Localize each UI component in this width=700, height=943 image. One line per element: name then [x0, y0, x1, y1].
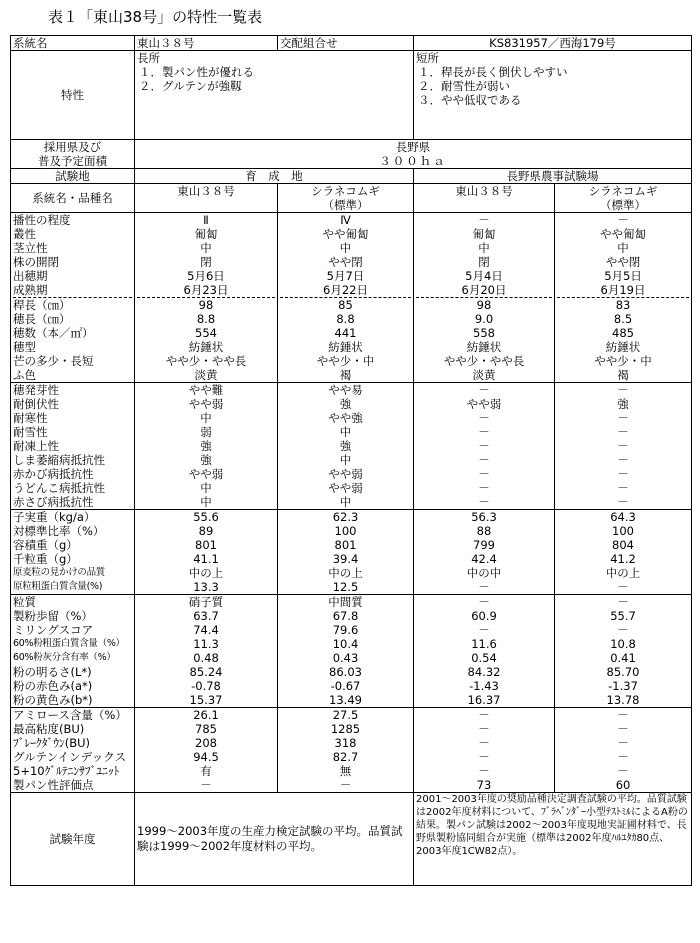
cell-value: やや弱 — [328, 467, 363, 481]
variety-col-4-note: （標準） — [600, 198, 646, 212]
header-row — [11, 36, 692, 51]
group-value-column-2 — [278, 213, 414, 383]
variety-row — [11, 184, 692, 213]
row-label: ふ色 — [13, 368, 36, 382]
cell-value: 強 — [339, 397, 352, 411]
merits-cell — [135, 51, 414, 140]
traits-label: 特性 — [11, 51, 135, 140]
cell-value: － — [617, 453, 629, 467]
cell-value: 74.4 — [193, 623, 219, 637]
cell-value: 801 — [334, 538, 357, 552]
cell-value: 13.78 — [606, 693, 640, 707]
cell-value: － — [478, 439, 490, 453]
row-label: 耐雪性 — [13, 425, 48, 439]
years-note-1: 1999～2003年度の生産力検定試験の平均。品質試験は1999～2002年度材料の平均。 — [135, 793, 414, 886]
row-label: うどんこ病抵抗性 — [13, 481, 105, 495]
variety-col-2 — [278, 184, 414, 213]
row-label: 播性の程度 — [13, 213, 71, 227]
test-site-2: 長野県農事試験場 — [414, 169, 692, 184]
cell-value: － — [617, 439, 629, 453]
group-value-column-2 — [278, 383, 414, 510]
cell-value: 硝子質 — [188, 595, 224, 609]
cell-value: － — [617, 383, 629, 397]
group-value-column-1 — [135, 708, 278, 793]
row-label: 製パン性評価点 — [13, 778, 94, 792]
cell-value: 13.3 — [193, 580, 219, 594]
cell-value: 39.4 — [332, 552, 359, 566]
cell-value: 中 — [339, 241, 352, 255]
cell-value: － — [339, 778, 352, 792]
characteristics-table — [10, 35, 692, 886]
cell-value: 55.6 — [193, 510, 219, 524]
cell-value: － — [617, 708, 629, 722]
row-label: 5+10ｸﾞﾙﾃﾆﾝｻﾌﾞﾕﾆｯﾄ — [13, 764, 120, 778]
cell-value: 27.5 — [332, 708, 359, 722]
row-label: 千粒重（g） — [13, 552, 78, 566]
cell-value: 中間質 — [328, 595, 363, 609]
data-group-2 — [11, 510, 692, 595]
adoption-area: ３００ｈａ — [379, 154, 447, 168]
cell-value: 8.8 — [196, 312, 216, 326]
cell-value: 12.5 — [332, 580, 359, 594]
variety-col-4-name: シラネコムギ — [588, 184, 658, 198]
cell-value: -1.37 — [608, 679, 638, 693]
merit-item: ２．グルテンが強靱 — [139, 79, 242, 93]
group-label-column — [11, 708, 135, 793]
cell-value: 5月6日 — [187, 269, 225, 283]
cell-value: 強 — [617, 397, 629, 411]
row-label: アミロース含量（%） — [13, 708, 127, 722]
cell-value: やや弱 — [466, 397, 502, 411]
cell-value: 0.43 — [332, 651, 359, 665]
group-value-column-4 — [555, 213, 692, 383]
adoption-value — [135, 140, 692, 169]
cell-value: 6月20日 — [416, 283, 552, 298]
cell-value: 紡錘状 — [605, 340, 641, 354]
row-label: 製粉歩留（%） — [13, 609, 93, 623]
adoption-row — [11, 140, 692, 169]
cell-value: 中 — [200, 411, 212, 425]
group-value-column-2 — [278, 708, 414, 793]
cell-value: 8.5 — [613, 312, 633, 326]
row-label: グルテンインデックス — [13, 750, 127, 764]
cell-value: － — [478, 453, 490, 467]
cell-value: 10.8 — [610, 637, 636, 651]
cell-value: 閉 — [478, 255, 490, 269]
cell-value: 強 — [200, 453, 212, 467]
years-label: 試験年度 — [11, 793, 135, 886]
cell-value: 13.49 — [329, 693, 362, 707]
cell-value: 804 — [612, 538, 634, 552]
cell-value: 85.70 — [606, 665, 640, 679]
variety-col-1 — [135, 184, 278, 213]
cell-value: 11.3 — [193, 637, 219, 651]
variety-col-2-name: シラネコムギ — [311, 184, 380, 198]
variety-col-3-name: 東山３８号 — [455, 184, 513, 198]
system-label: 系統名 — [11, 36, 135, 51]
cell-value: 10.4 — [332, 637, 359, 651]
cell-value: － — [478, 764, 490, 778]
data-group-0 — [11, 213, 692, 383]
cell-value: 15.37 — [189, 693, 223, 707]
cell-value: 紡錘状 — [328, 340, 363, 354]
row-label: 赤かび病抵抗性 — [13, 467, 94, 481]
cell-value: 褐 — [339, 368, 352, 382]
cell-value: 6月23日 — [137, 283, 275, 298]
row-label: 対標準比率（%） — [13, 524, 105, 538]
demerits-cell — [414, 51, 692, 140]
cell-value: 98 — [476, 298, 492, 312]
cell-value: 中 — [339, 495, 352, 509]
cell-value: Ⅳ — [340, 213, 351, 227]
group-value-column-4 — [555, 510, 692, 595]
demerit-item: ３．やや低収である — [418, 93, 522, 107]
row-label: 60%粉灰分含有率（%） — [13, 652, 116, 663]
cell-value: 中 — [478, 241, 490, 255]
cell-value: 16.37 — [467, 693, 501, 707]
cell-value: － — [617, 580, 629, 594]
cell-value: 485 — [612, 326, 634, 340]
cell-value: 中 — [617, 241, 629, 255]
cell-value: － — [617, 595, 629, 609]
group-value-column-3 — [414, 595, 555, 708]
cell-value: 匍匐 — [194, 227, 218, 241]
row-label: 稈長（㎝） — [13, 298, 71, 312]
cell-value: － — [478, 383, 490, 397]
row-label: 茎立性 — [13, 241, 48, 255]
cell-value: やや弱 — [188, 397, 224, 411]
cell-value: 89 — [198, 524, 214, 538]
cell-value: － — [478, 425, 490, 439]
row-label: 穂長（㎝） — [13, 312, 71, 326]
cell-value: 98 — [198, 298, 214, 312]
cell-value: － — [617, 213, 629, 227]
row-label: 穂発芽性 — [13, 383, 59, 397]
cell-value: 閉 — [200, 255, 212, 269]
cell-value: 85.24 — [189, 665, 223, 679]
data-group-3 — [11, 595, 692, 708]
cell-value: 0.48 — [193, 651, 219, 665]
cell-value: － — [478, 595, 490, 609]
adoption-label-line2: 普及予定面積 — [38, 154, 107, 168]
cell-value: 強 — [200, 439, 212, 453]
cell-value: やや匍匐 — [600, 227, 646, 241]
group-value-column-1 — [135, 383, 278, 510]
cell-value: やや弱 — [328, 481, 363, 495]
row-label: 耐寒性 — [13, 411, 48, 425]
cell-value: 441 — [334, 326, 357, 340]
cell-value: やや易 — [328, 383, 363, 397]
cell-value: － — [617, 411, 629, 425]
cell-value: － — [617, 425, 629, 439]
cell-value: 匍匐 — [472, 227, 496, 241]
row-label: 原粒粗蛋白質含量(%) — [13, 581, 103, 592]
cell-value: 100 — [612, 524, 634, 538]
group-value-column-3 — [414, 510, 555, 595]
cell-value: 中 — [200, 241, 212, 255]
cell-value: 紡錘状 — [188, 340, 224, 354]
cell-value: － — [478, 467, 490, 481]
cell-value: 55.7 — [610, 609, 636, 623]
row-label: 穂型 — [13, 340, 36, 354]
row-label: 容積重（g） — [13, 538, 78, 552]
cell-value: 41.1 — [193, 552, 219, 566]
data-groups — [11, 213, 692, 793]
cell-value: 6月22日 — [280, 283, 411, 298]
cell-value: -1.43 — [469, 679, 499, 693]
cell-value: 86.03 — [329, 665, 362, 679]
cell-value: － — [617, 481, 629, 495]
cell-value: やや弱 — [188, 467, 224, 481]
cell-value: 淡黄 — [472, 368, 496, 382]
cell-value: 6月19日 — [557, 283, 689, 298]
group-value-column-3 — [414, 213, 555, 383]
cell-value: － — [478, 623, 490, 637]
cell-value: － — [617, 764, 629, 778]
cell-value: 56.3 — [471, 510, 497, 524]
cell-value: － — [617, 467, 629, 481]
variety-label: 系統名・品種名 — [11, 184, 135, 213]
cell-value: 中 — [200, 481, 212, 495]
group-value-column-1 — [135, 595, 278, 708]
adoption-label — [11, 140, 135, 169]
adoption-pref: 長野県 — [395, 140, 431, 154]
cell-value: 5月5日 — [604, 269, 642, 283]
cell-value: － — [478, 722, 490, 736]
group-value-column-4 — [555, 595, 692, 708]
cell-value: － — [617, 495, 629, 509]
row-label: ﾌﾞﾚｰｸﾀﾞｳﾝ(BU) — [13, 736, 91, 750]
cell-value: 中の上 — [188, 566, 224, 580]
cell-value: 褐 — [617, 368, 629, 382]
cell-value: 94.5 — [193, 750, 219, 764]
cell-value: 799 — [473, 538, 495, 552]
variety-name: 東山３８号 — [135, 36, 278, 51]
row-label: 粒質 — [13, 595, 36, 609]
cell-value: 弱 — [200, 425, 212, 439]
row-label: 成熟期 — [13, 283, 132, 298]
group-value-column-3 — [414, 708, 555, 793]
cell-value: 79.6 — [332, 623, 359, 637]
cell-value: － — [617, 736, 629, 750]
cell-value: － — [617, 750, 629, 764]
row-label: 最高粘度(BU) — [13, 722, 85, 736]
traits-row — [11, 51, 692, 140]
test-site-row — [11, 169, 692, 184]
row-label: 耐凍上性 — [13, 439, 59, 453]
cell-value: 淡黄 — [194, 368, 218, 382]
cell-value: － — [478, 750, 490, 764]
merits-title: 長所 — [137, 51, 160, 65]
cell-value: -0.78 — [191, 679, 221, 693]
cell-value: － — [478, 708, 490, 722]
cell-value: やや閉 — [328, 255, 363, 269]
row-label: 叢性 — [13, 227, 36, 241]
cell-value: － — [617, 722, 629, 736]
row-label: 原麦粒の見かけの品質 — [13, 567, 106, 578]
group-label-column — [11, 595, 135, 708]
variety-col-1-name: 東山３８号 — [177, 184, 235, 198]
cell-value: 63.7 — [193, 609, 219, 623]
demerit-item: ２．耐雪性が弱い — [418, 79, 510, 93]
cell-value: 有 — [200, 764, 212, 778]
row-label: 粉の黄色み(b*) — [13, 693, 93, 707]
cell-value: 41.2 — [610, 552, 636, 566]
row-label: 60%粉粗蛋白質含量（%） — [13, 638, 125, 649]
cell-value: － — [478, 736, 490, 750]
cell-value: － — [478, 213, 490, 227]
variety-col-4 — [555, 184, 692, 213]
demerit-item: １．稈長が長く倒伏しやすい — [418, 65, 568, 79]
row-label: しま萎縮病抵抗性 — [13, 453, 105, 467]
group-label-column — [11, 383, 135, 510]
cell-value: 中 — [200, 495, 212, 509]
cell-value: 5月7日 — [326, 269, 365, 283]
cell-value: 中の上 — [605, 566, 641, 580]
cell-value: 208 — [195, 736, 217, 750]
cell-value: － — [617, 623, 629, 637]
group-value-column-4 — [555, 383, 692, 510]
data-group-1 — [11, 383, 692, 510]
row-label: 株の開閉 — [13, 255, 59, 269]
group-value-column-1 — [135, 213, 278, 383]
table-title: 表１「東山38号」の特性一覧表 — [48, 8, 263, 26]
row-label: 赤さび病抵抗性 — [13, 495, 94, 509]
cell-value: 5月4日 — [465, 269, 503, 283]
cell-value: 11.6 — [471, 637, 497, 651]
cell-value: やや匍匐 — [322, 227, 369, 241]
row-label: 粉の赤色み(a*) — [13, 679, 93, 693]
cell-value: -0.67 — [330, 679, 361, 693]
cell-value: 64.3 — [610, 510, 636, 524]
test-site-label: 試験地 — [11, 169, 135, 184]
row-label: ミリングスコア — [13, 623, 94, 637]
row-label: 粉の明るさ(L*) — [13, 665, 92, 679]
cell-value: － — [478, 580, 490, 594]
adoption-label-line1: 採用県及び — [43, 140, 102, 154]
row-label: 耐倒伏性 — [13, 397, 59, 411]
cell-value: 26.1 — [193, 708, 219, 722]
demerits-title: 短所 — [416, 51, 439, 65]
cell-value: 強 — [339, 439, 352, 453]
years-note-2: 2001～2003年度の奨励品種決定調査試験の平均。品質試験は2002年度材料について、ﾌﾞﾗﾍﾞﾝﾀﾞｰ小型ﾃｽﾄﾐﾙによるA粉の結果。製パン試験は2002～2003年度現地実証圃材料で、長野県製粉協同組合が実施（標準は2002年度ﾊﾙﾕﾀｶ80点、2003年度1CW82点）。 — [414, 793, 692, 886]
cell-value: 中 — [339, 453, 352, 467]
variety-col-3 — [414, 184, 555, 213]
cell-value: 0.41 — [610, 651, 636, 665]
cell-value: 88 — [476, 524, 492, 538]
cell-value: － — [478, 481, 490, 495]
cell-value: 83 — [615, 298, 631, 312]
cell-value: やや閉 — [605, 255, 641, 269]
cell-value: 73 — [476, 778, 492, 792]
cell-value: 1285 — [330, 722, 361, 736]
cell-value: 60 — [615, 778, 631, 792]
cell-value: 785 — [195, 722, 217, 736]
cell-value: － — [478, 495, 490, 509]
cell-value: やや少・中 — [316, 354, 375, 368]
group-label-column — [11, 213, 135, 383]
cell-value: 60.9 — [471, 609, 497, 623]
cell-value: 42.4 — [471, 552, 497, 566]
cell-value: 紡錘状 — [466, 340, 502, 354]
group-value-column-2 — [278, 510, 414, 595]
cell-value: 中の上 — [328, 566, 363, 580]
row-label: 穂数（本／㎡） — [13, 326, 94, 340]
cell-value: 9.0 — [474, 312, 494, 326]
cell-value: － — [200, 778, 212, 792]
cell-value: 82.7 — [332, 750, 359, 764]
cell-value: 67.8 — [332, 609, 359, 623]
cross-label: 交配組合せ — [278, 36, 414, 51]
group-value-column-4 — [555, 708, 692, 793]
cell-value: 558 — [473, 326, 495, 340]
cell-value: 318 — [334, 736, 357, 750]
test-site-1: 育 成 地 — [135, 169, 414, 184]
cell-value: 8.8 — [336, 312, 355, 326]
merit-item: １．製パン性が優れる — [139, 65, 254, 79]
cell-value: 554 — [195, 326, 217, 340]
cell-value: やや少・中 — [594, 354, 652, 368]
cell-value: やや強 — [328, 411, 363, 425]
group-label-column — [11, 510, 135, 595]
cell-value: 62.3 — [332, 510, 359, 524]
row-label: 芒の多少・長短 — [13, 354, 94, 368]
cell-value: Ⅱ — [203, 213, 209, 227]
group-value-column-2 — [278, 595, 414, 708]
group-value-column-3 — [414, 383, 555, 510]
row-label: 子実重（kg/a） — [13, 510, 96, 524]
cross-value: KS831957／西海179号 — [414, 36, 692, 51]
cell-value: 中の中 — [466, 566, 502, 580]
years-row — [11, 793, 692, 886]
cell-value: 中 — [339, 425, 352, 439]
cell-value: 0.54 — [471, 651, 497, 665]
data-group-4 — [11, 708, 692, 793]
variety-col-2-note: （標準） — [322, 198, 369, 212]
cell-value: 100 — [334, 524, 357, 538]
cell-value: やや難 — [188, 383, 224, 397]
cell-value: やや少・やや長 — [165, 354, 247, 368]
cell-value: － — [478, 411, 490, 425]
cell-value: 801 — [195, 538, 217, 552]
cell-value: 84.32 — [467, 665, 501, 679]
cell-value: やや少・やや長 — [443, 354, 525, 368]
row-label: 出穂期 — [13, 269, 48, 283]
group-value-column-1 — [135, 510, 278, 595]
cell-value: 85 — [338, 298, 353, 312]
cell-value: 無 — [339, 764, 352, 778]
